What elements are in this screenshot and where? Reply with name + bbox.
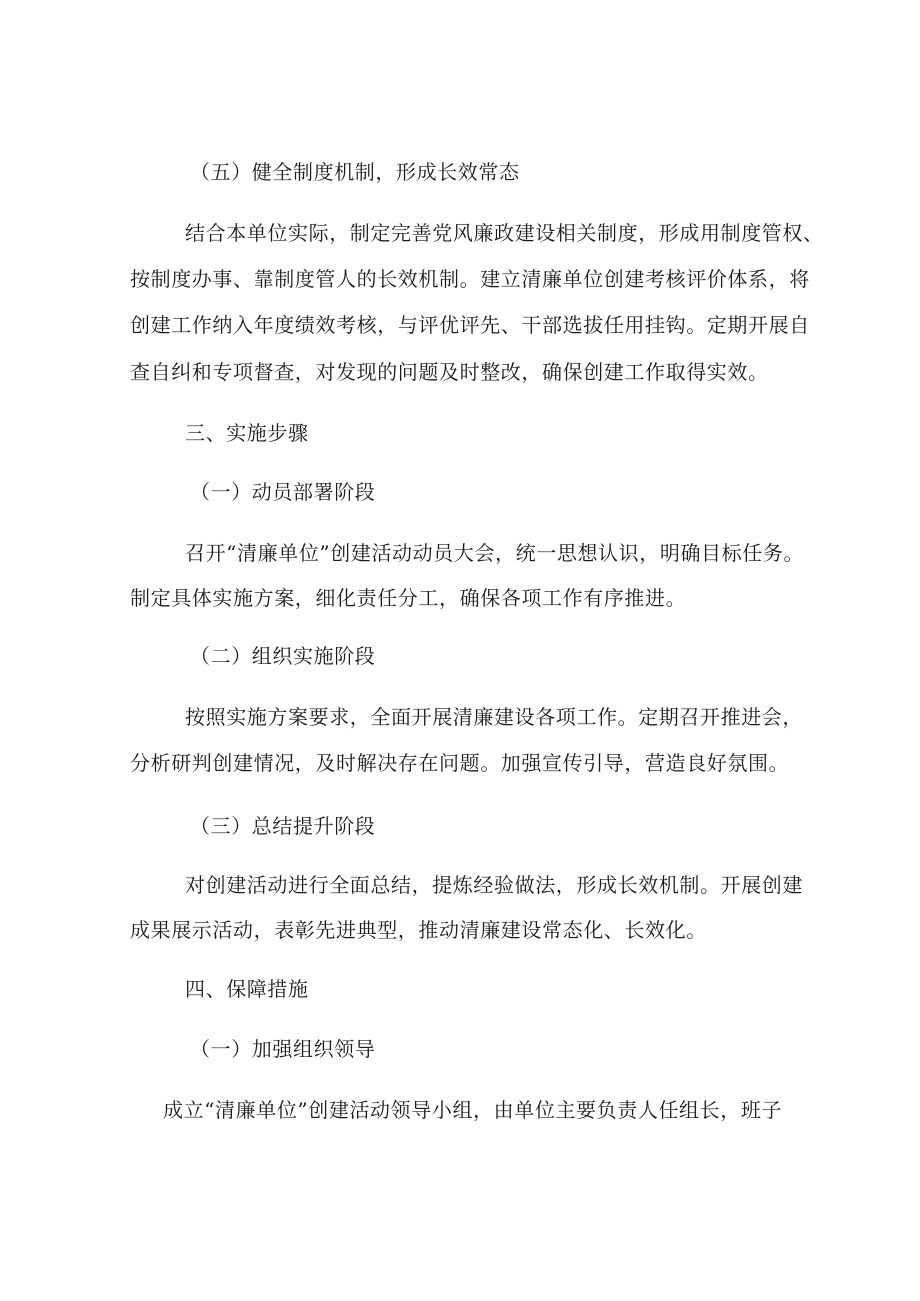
paragraph-line: 成立“清廉单位”创建活动领导小组，由单位主要负责人任组长，班子 bbox=[163, 1098, 783, 1122]
paragraph-line: 制定具体实施方案，细化责任分工，确保各项工作有序推进。 bbox=[130, 586, 687, 610]
subheading-leadership: （一）加强组织领导 bbox=[190, 1037, 376, 1061]
paragraph-line: 对创建活动进行全面总结，提炼经验做法，形成长效机制。开展创建 bbox=[185, 873, 803, 897]
section-heading-safeguards: 四、保障措施 bbox=[185, 977, 309, 1001]
paragraph-line: 结合本单位实际，制定完善党风廉政建设相关制度，形成用制度管权、 bbox=[185, 221, 824, 245]
paragraph-line: 召开“清廉单位”创建活动动员大会，统一思想认识，明确目标任务。 bbox=[185, 541, 805, 565]
paragraph-line: 分析研判创建情况，及时解决存在问题。加强宣传引导，营造良好氛围。 bbox=[130, 751, 790, 775]
subheading-summary: （三）总结提升阶段 bbox=[190, 814, 376, 838]
paragraph-line: 按照实施方案要求，全面开展清廉建设各项工作。定期召开推进会， bbox=[185, 705, 803, 729]
paragraph-line: 查自纠和专项督查，对发现的问题及时整改，确保创建工作取得实效。 bbox=[130, 360, 769, 384]
section-heading-steps: 三、实施步骤 bbox=[185, 421, 309, 445]
paragraph-line: 成果展示活动，表彰先进典型，推动清廉建设常态化、长效化。 bbox=[130, 918, 707, 942]
subheading-5-institutions: （五）健全制度机制，形成长效常态 bbox=[190, 160, 520, 184]
paragraph-line: 创建工作纳入年度绩效考核，与评优评先、干部选拔任用挂钩。定期开展自 bbox=[130, 313, 810, 337]
subheading-implementation: （二）组织实施阶段 bbox=[190, 644, 376, 668]
paragraph-line: 按制度办事、靠制度管人的长效机制。建立清廉单位创建考核评价体系，将 bbox=[130, 267, 810, 291]
subheading-mobilization: （一）动员部署阶段 bbox=[190, 480, 376, 504]
